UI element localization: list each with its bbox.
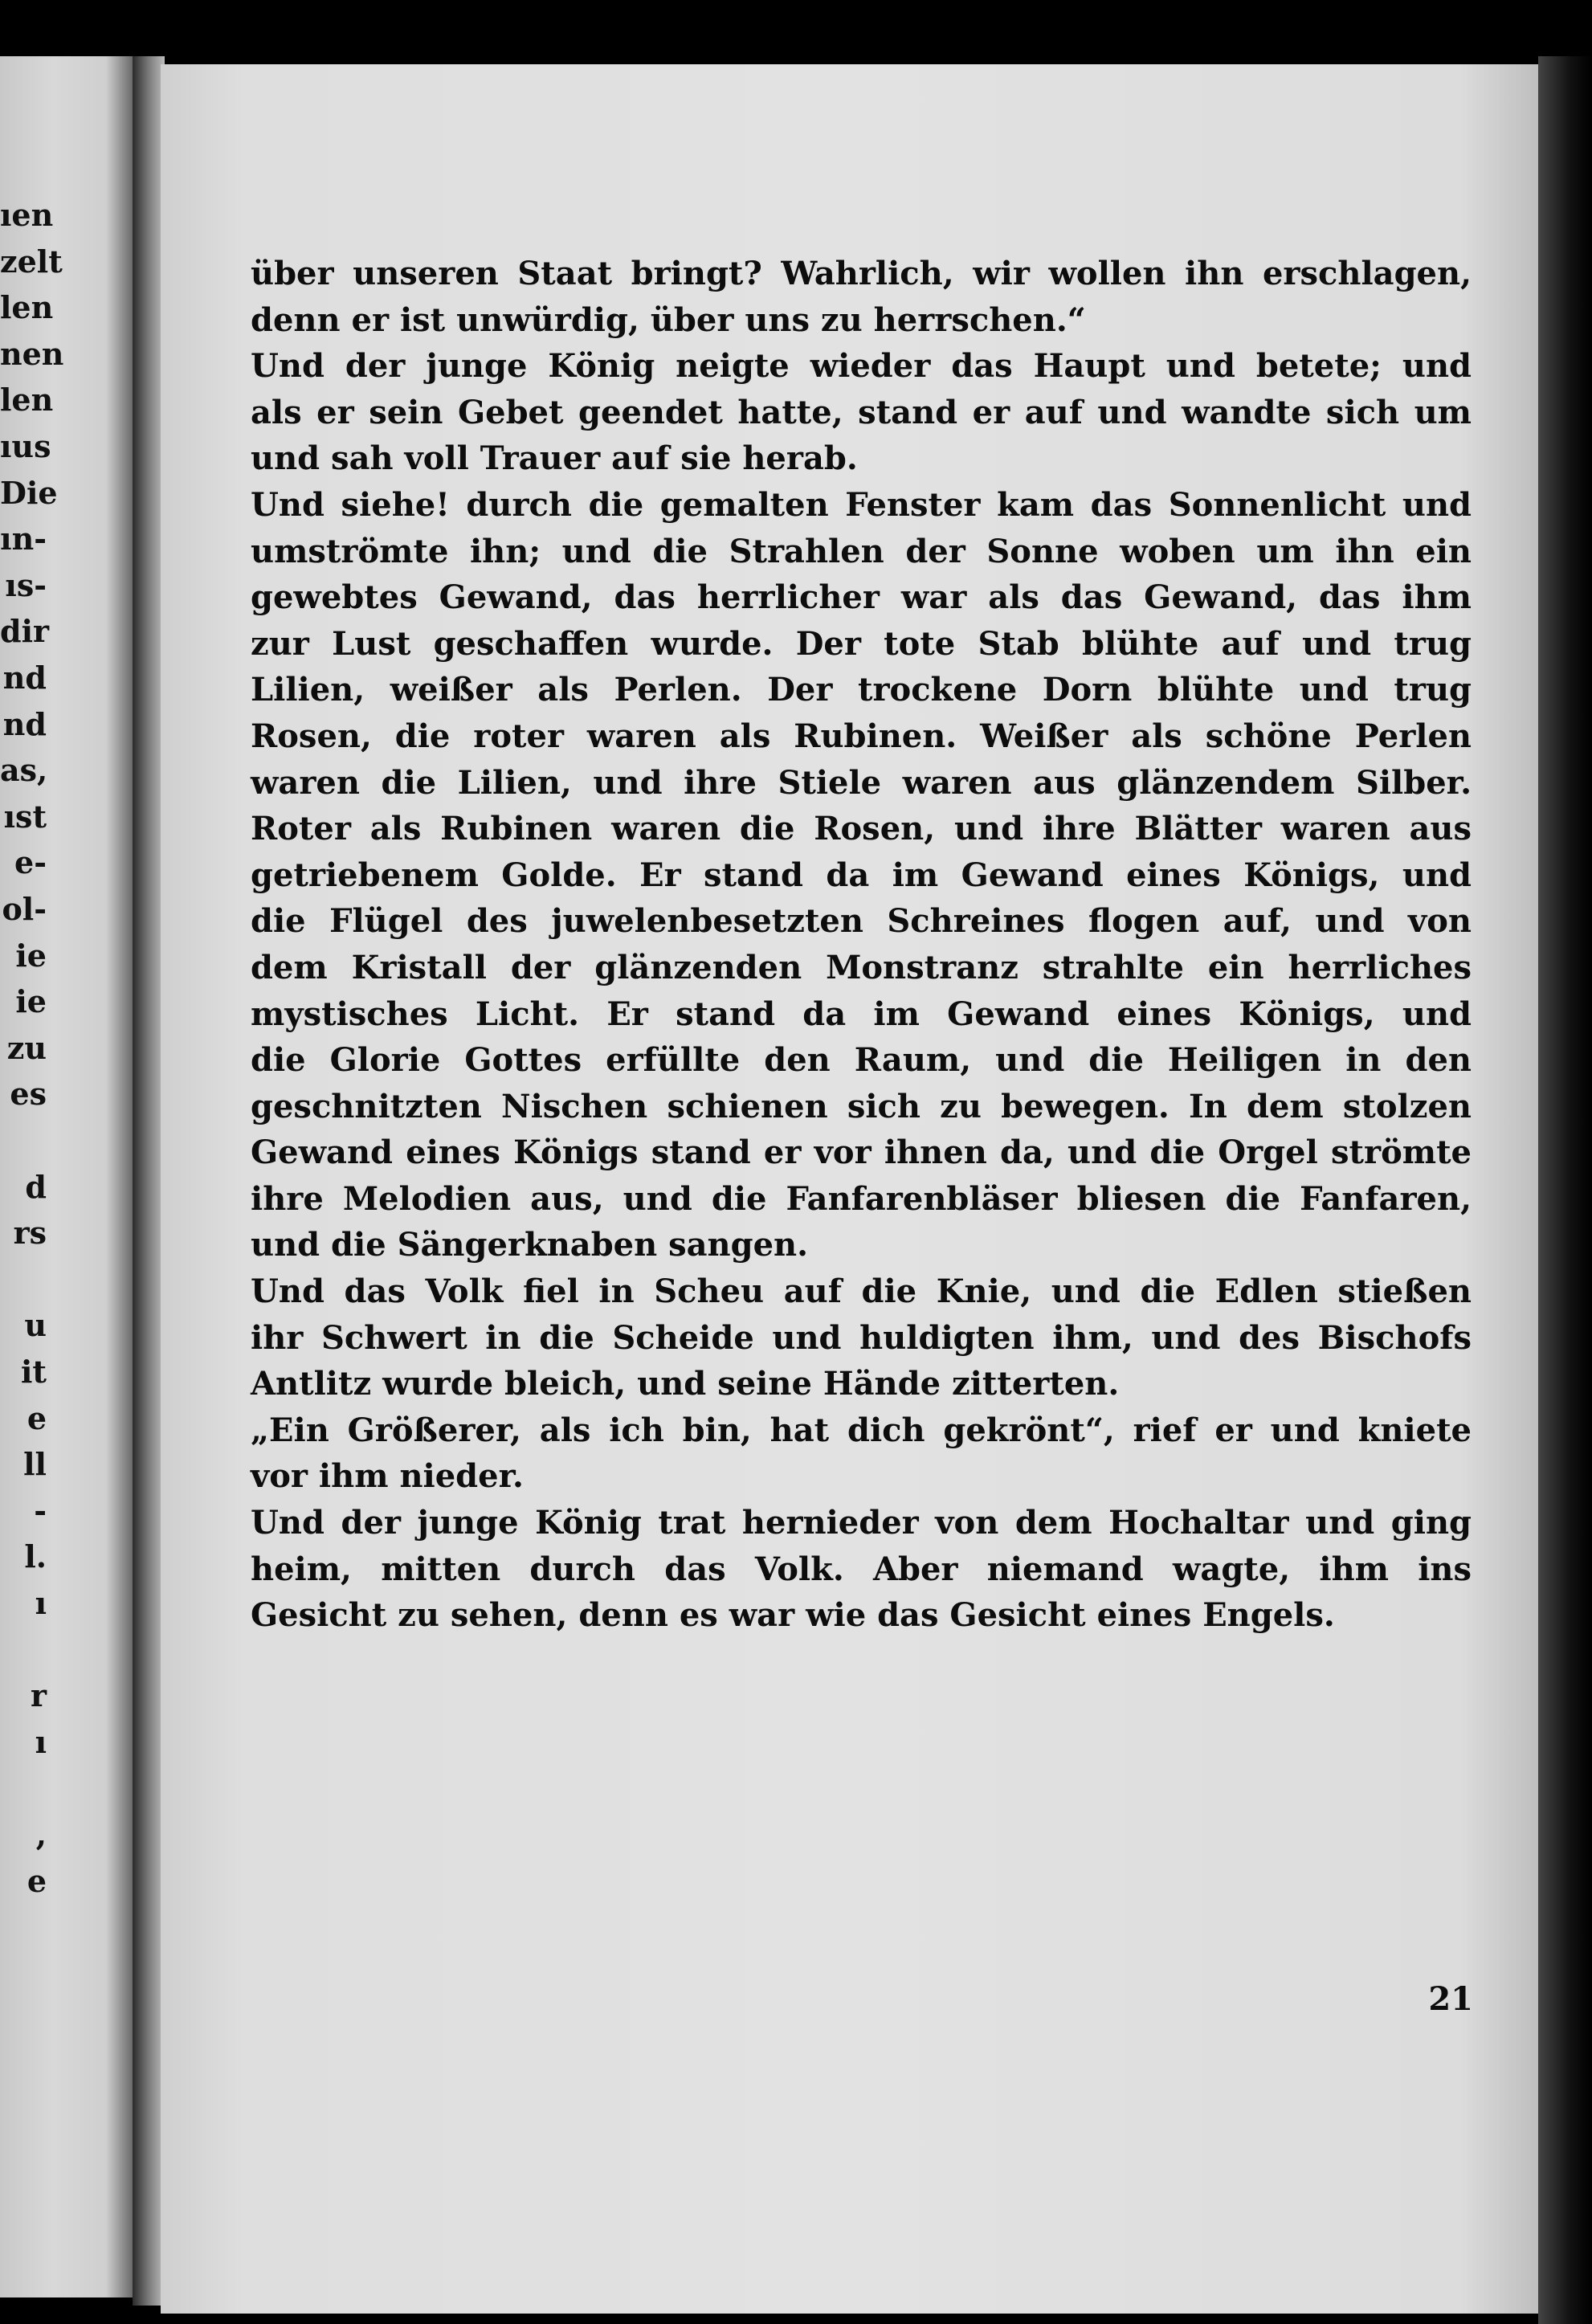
text-line: über unseren Staat bringt? Wahrlich, wir wollen ihn erschlagen, xyxy=(251,255,1472,292)
text-line: gewebtes Gewand, das herrlicher war als das Gewand, das ihm xyxy=(251,578,1472,617)
previous-page-fragment: es xyxy=(10,1076,47,1113)
previous-page-fragment: as, xyxy=(0,752,48,789)
text-line: ihre Melodien aus, und die Fanfarenbläser bliesen die Fanfaren, xyxy=(251,1179,1472,1218)
previous-page-fragment: zelt xyxy=(0,243,63,280)
text-line: Und das Volk fiel in Scheu auf die Knie, und die Edlen stießen xyxy=(251,1272,1472,1311)
text-line: Und der junge König neigte wieder das Haupt und betete; und xyxy=(251,347,1472,386)
previous-page-fragment: e xyxy=(27,1862,47,1899)
previous-page-fragment: Die xyxy=(0,474,58,511)
previous-page-fragment: it xyxy=(21,1354,47,1390)
previous-page-edge xyxy=(0,56,133,2297)
previous-page-fragment: nd xyxy=(2,705,47,742)
text-line: als er sein Gebet geendet hatte, stand er auf und wandte sich um xyxy=(251,393,1472,431)
previous-page-fragment: rs xyxy=(13,1215,47,1252)
text-line: und sah voll Trauer auf sie herab. xyxy=(251,439,858,478)
previous-page-fragment: ıen xyxy=(0,197,54,233)
previous-page-fragment: dir xyxy=(0,613,50,650)
text-line: umströmte ihn; und die Strahlen der Sonne woben um ihn ein xyxy=(251,532,1472,570)
previous-page-fragment: ie xyxy=(15,983,47,1020)
previous-page-fragment: e xyxy=(27,1399,47,1436)
text-line: die Glorie Gottes erfüllte den Raum, und die Heiligen in den xyxy=(251,1041,1472,1080)
text-line: geschnitzten Nischen schienen sich zu bewegen. In dem stolzen xyxy=(251,1087,1472,1125)
previous-page-fragment: - xyxy=(34,1492,47,1529)
previous-page-fragment: ie xyxy=(15,937,47,974)
previous-page-fragment: nd xyxy=(2,660,47,696)
text-line: heim, mitten durch das Volk. Aber niemand wagte, ihm ins xyxy=(251,1550,1472,1588)
previous-page-fragment: nen xyxy=(0,335,64,372)
text-line: „Ein Größerer, als ich bin, hat dich gekrönt“, rief er und kniete xyxy=(251,1411,1472,1449)
previous-page-fragment: ı xyxy=(35,1723,47,1760)
page-number: 21 xyxy=(1428,1980,1473,2018)
text-line: Rosen, die roter waren als Rubinen. Weißer als schöne Perlen xyxy=(251,717,1472,755)
text-line: denn er ist unwürdig, über uns zu herrschen.“ xyxy=(251,300,1086,339)
previous-page-fragment: len xyxy=(0,382,54,419)
previous-page-fragment: e- xyxy=(14,844,47,881)
text-line: dem Kristall der glänzenden Monstranz strahlte ein herrliches xyxy=(251,948,1472,986)
text-line: Gewand eines Königs stand er vor ihnen da, und die Orgel strömte xyxy=(251,1133,1472,1172)
text-line: Und der junge König trat hernieder von dem Hochaltar und ging xyxy=(251,1504,1472,1542)
previous-page-fragment: ın- xyxy=(0,521,47,558)
text-line: und die Sängerknaben sangen. xyxy=(251,1226,809,1264)
text-line: Gesicht zu sehen, denn es war wie das Gesicht eines Engels. xyxy=(251,1596,1335,1635)
previous-page-fragment: l. xyxy=(24,1538,47,1575)
text-line: zur Lust geschaffen wurde. Der tote Stab blühte auf und trug xyxy=(251,624,1472,663)
text-line: Und siehe! durch die gemalten Fenster kam das Sonnenlicht und xyxy=(251,485,1472,524)
text-line: waren die Lilien, und ihre Stiele waren aus glänzendem Silber. xyxy=(251,763,1472,802)
previous-page-fragment: ıus xyxy=(0,428,51,464)
previous-page-fragment: len xyxy=(0,289,54,326)
text-line: vor ihm nieder. xyxy=(251,1457,524,1496)
previous-page-fragment: ıst xyxy=(3,798,47,835)
text-line: Antlitz wurde bleich, und seine Hände zitterten. xyxy=(251,1365,1120,1403)
book-spine-shadow xyxy=(133,56,165,2306)
previous-page-fragment: zu xyxy=(6,1029,47,1066)
text-line: Roter als Rubinen waren die Rosen, und ihre Blätter waren aus xyxy=(251,810,1472,848)
previous-page-fragment: r xyxy=(30,1677,47,1714)
previous-page-fragment: ı xyxy=(35,1585,47,1621)
page-text-block xyxy=(251,251,1472,1639)
text-line: mystisches Licht. Er stand da im Gewand eines Königs, und xyxy=(251,995,1472,1033)
text-line: die Flügel des juwelenbesetzten Schreines flogen auf, und von xyxy=(251,902,1472,941)
text-line: Lilien, weißer als Perlen. Der trockene Dorn blühte und trug xyxy=(251,671,1472,709)
previous-page-fragment: d xyxy=(25,1168,47,1205)
previous-page-fragment: ıs- xyxy=(5,566,47,603)
text-line: getriebenem Golde. Er stand da im Gewand eines Königs, und xyxy=(251,856,1472,894)
previous-page-fragment: ol- xyxy=(2,891,47,927)
scan-border-right xyxy=(1538,56,1592,2324)
previous-page-fragment: u xyxy=(24,1307,47,1344)
book-page xyxy=(161,64,1542,2314)
previous-page-fragment: , xyxy=(35,1816,47,1852)
text-line: ihr Schwert in die Scheide und huldigten ihm, und des Bischofs xyxy=(251,1318,1472,1357)
previous-page-fragment: ll xyxy=(23,1446,47,1483)
